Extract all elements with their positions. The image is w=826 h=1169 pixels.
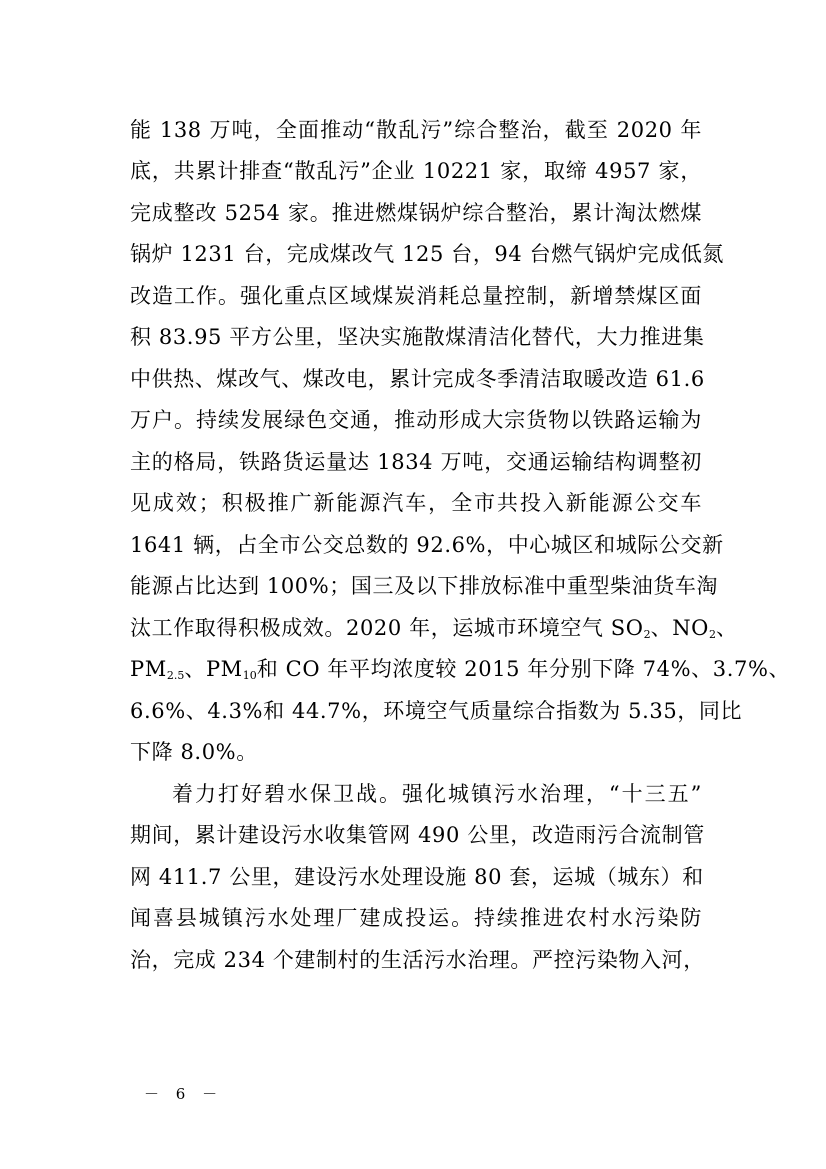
text-line-pm xyxy=(130,657,791,682)
text-line: 网 411.7 公里，建设污水处理设施 80 套，运城（城东）和 xyxy=(130,865,704,889)
text-segment: 、NO xyxy=(650,616,710,640)
text-line: 能源占比达到 100%；国三及以下排放标准中重型柴油货车淘 xyxy=(130,574,719,598)
subscript-so2: 2 xyxy=(643,628,651,641)
subscript-no2: 2 xyxy=(709,628,717,641)
text-line: 完成整改 5254 家。推进燃煤锅炉综合整治，累计淘汰燃煤 xyxy=(130,201,702,225)
text-line: 主的格局，铁路货运量达 1834 万吨，交通运输结构调整初 xyxy=(130,450,702,474)
text-line: 闻喜县城镇污水处理厂建成投运。持续推进农村水污染防 xyxy=(130,906,702,930)
text-line: 治，完成 234 个建制村的生活污水治理。严控污染物入河， xyxy=(130,948,705,972)
text-segment: 和 CO 年平均浓度较 2015 年分别下降 74%、3.7%、 xyxy=(256,657,791,681)
page-number: － 6 － xyxy=(144,1085,224,1103)
subscript-pm10: 10 xyxy=(242,669,257,682)
text-line: 6.6%、4.3%和 44.7%，环境空气质量综合指数为 5.35，同比 xyxy=(130,699,743,723)
subscript-pm25: 2.5 xyxy=(166,669,185,682)
text-line: 期间，累计建设污水收集管网 490 公里，改造雨污合流制管 xyxy=(130,823,705,847)
text-line: 1641 辆，占全市公交总数的 92.6%，中心城区和城际公交新 xyxy=(130,533,724,557)
text-line: 中供热、煤改气、煤改电，累计完成冬季清洁取暖改造 61.6 xyxy=(130,367,705,391)
text-line: 改造工作。强化重点区域煤炭消耗总量控制，新增禁煤区面 xyxy=(130,284,702,308)
text-line: 见成效；积极推广新能源汽车，全市共投入新能源公交车 xyxy=(130,491,702,515)
paragraph-first-line: 着力打好碧水保卫战。强化城镇污水治理，“十三五” xyxy=(172,782,702,806)
text-line: 能 138 万吨，全面推动“散乱污”综合整治，截至 2020 年 xyxy=(130,118,702,142)
text-line: 底，共累计排查“散乱污”企业 10221 家，取缔 4957 家， xyxy=(130,159,702,183)
text-line: 下降 8.0%。 xyxy=(130,740,258,764)
text-segment: 、 xyxy=(716,616,738,640)
text-line: 万户。持续发展绿色交通，推动形成大宗货物以铁路运输为 xyxy=(130,408,702,432)
text-line: 积 83.95 平方公里，坚决实施散煤清洁化替代，大力推进集 xyxy=(130,325,705,349)
text-segment: 汰工作取得积极成效。2020 年，运城市环境空气 SO xyxy=(130,616,644,640)
text-line-air-quality xyxy=(130,616,738,641)
text-line: 锅炉 1231 台，完成煤改气 125 台，94 台燃气锅炉完成低氮 xyxy=(130,242,725,266)
text-segment: PM xyxy=(130,657,167,681)
text-segment: 、PM xyxy=(184,657,243,681)
